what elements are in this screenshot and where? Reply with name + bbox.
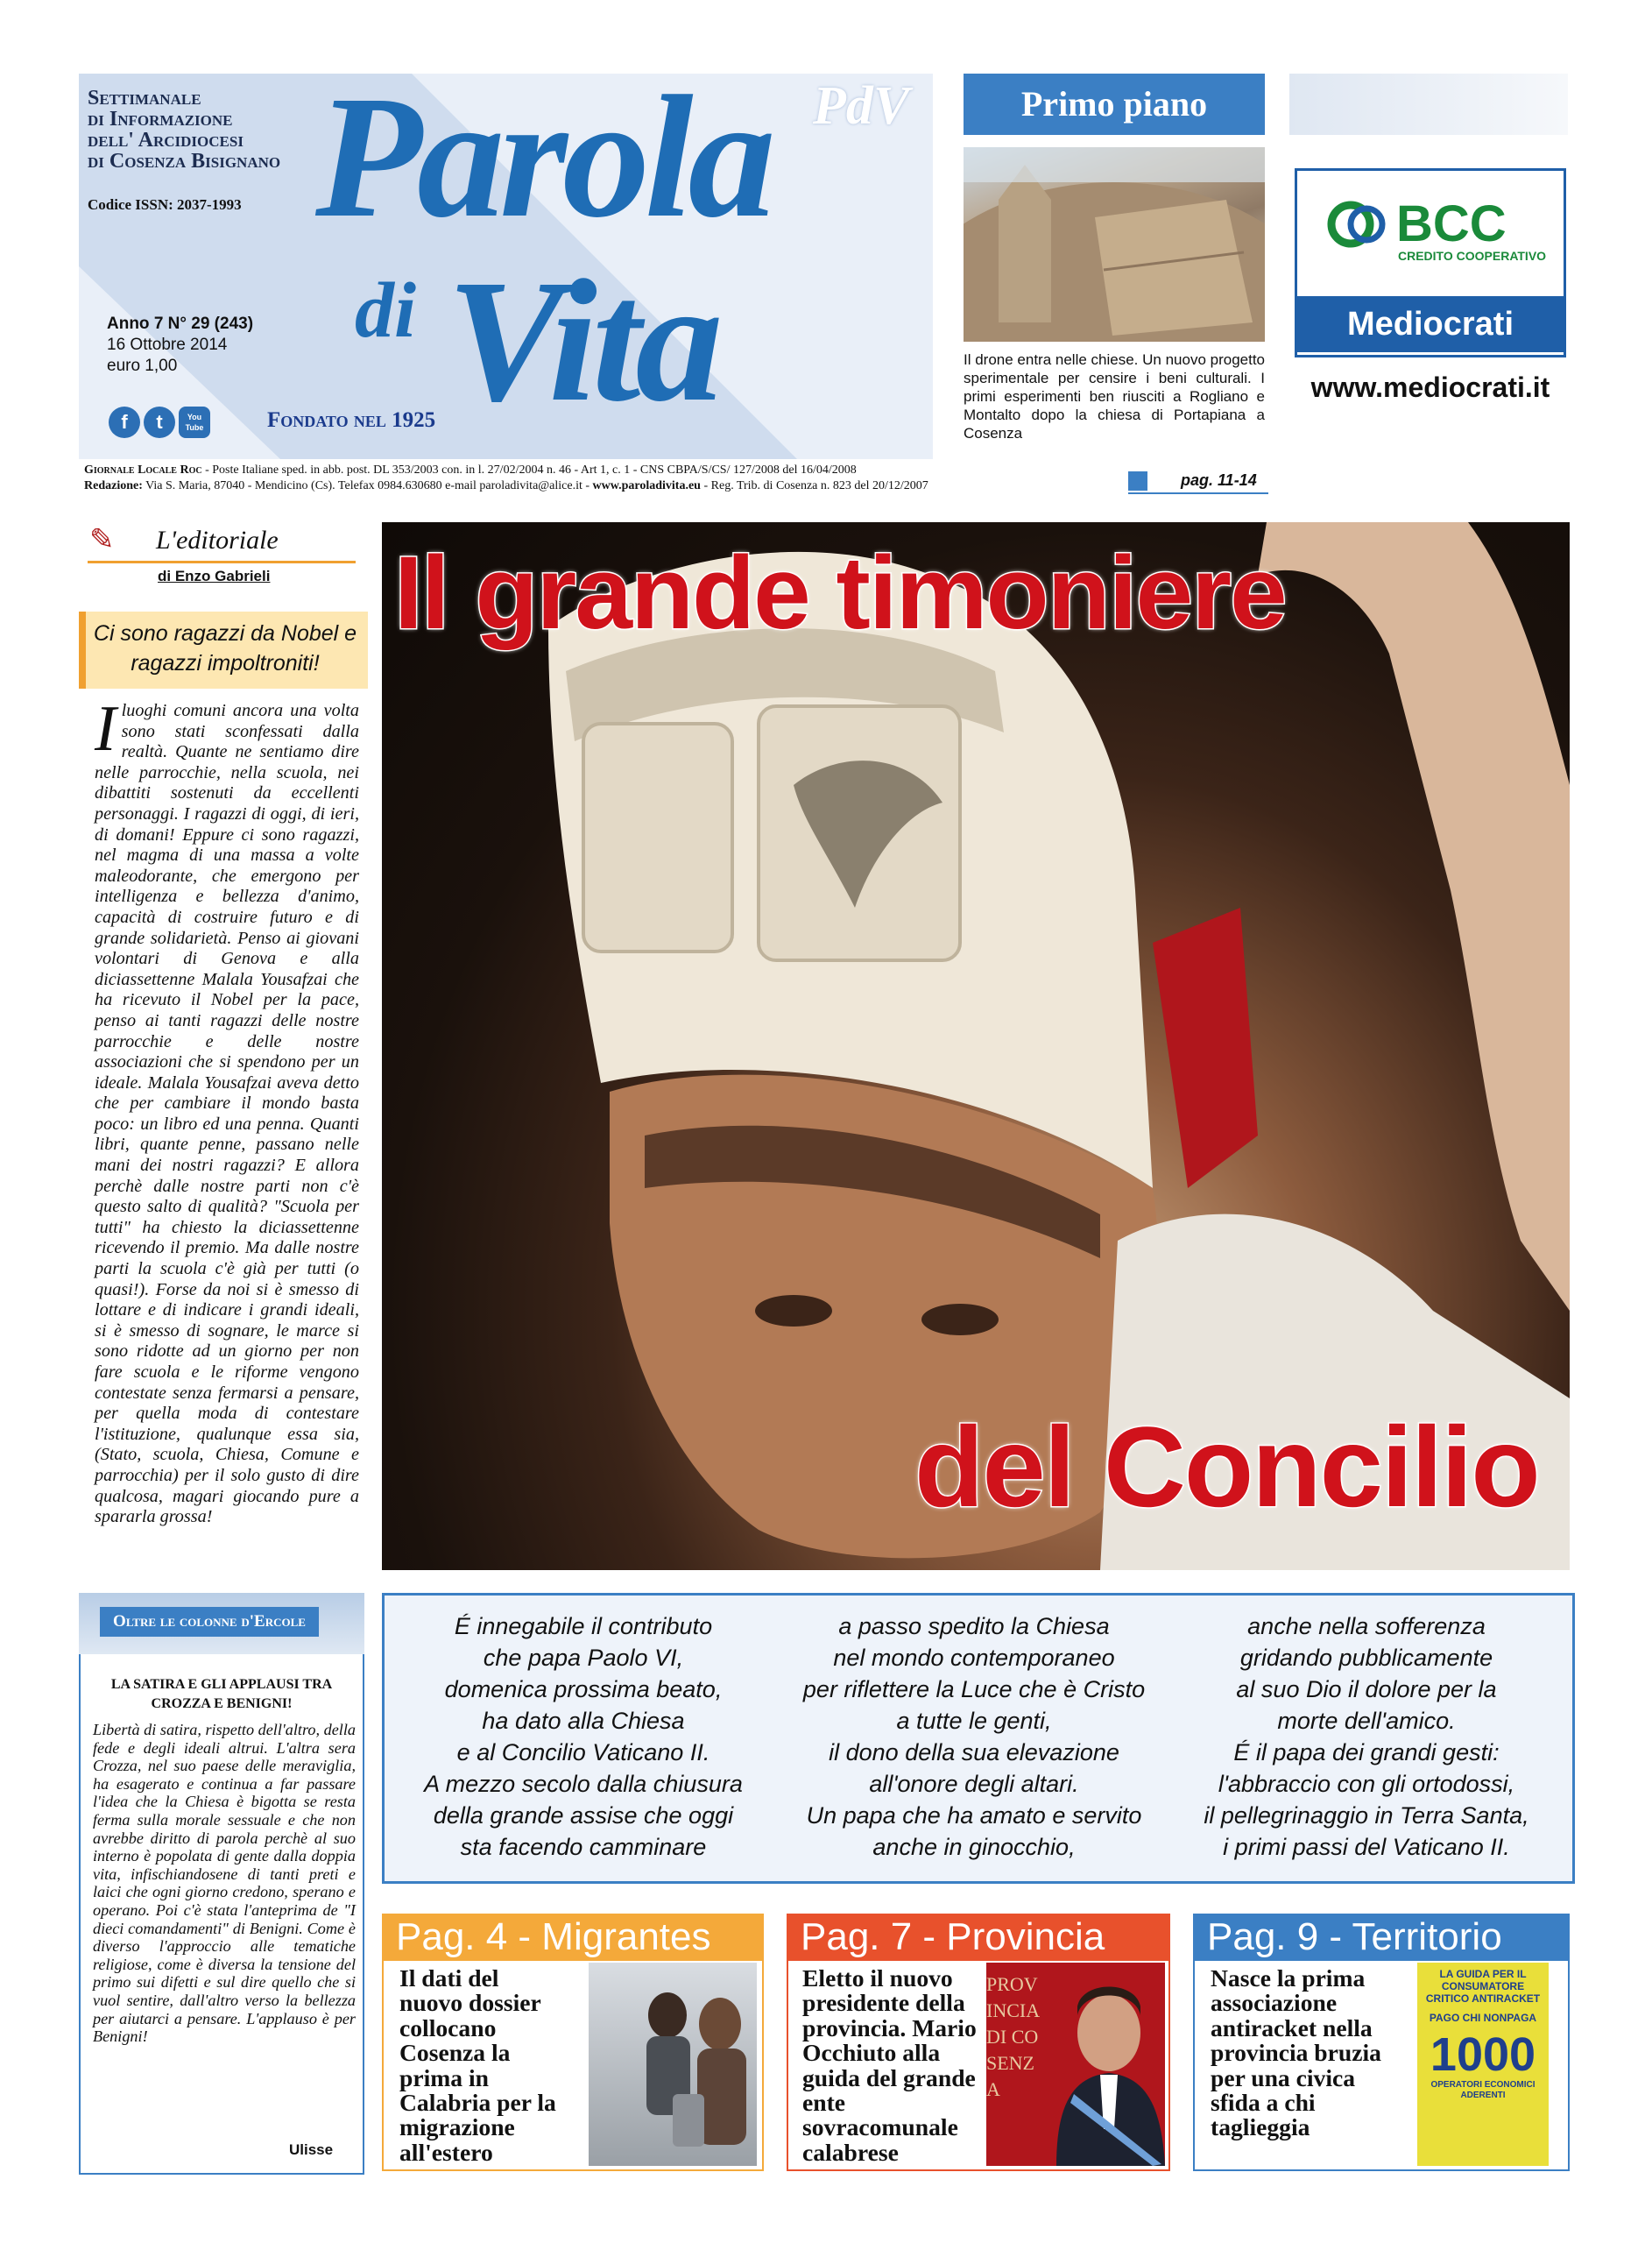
- legal-lead: Giornale Locale Roc: [84, 463, 202, 477]
- issue-date: 16 Ottobre 2014: [107, 336, 228, 354]
- facebook-icon[interactable]: f: [109, 407, 140, 438]
- migrantes-heading[interactable]: Pag. 4 - Migrantes: [382, 1914, 764, 1961]
- editoriale-quote: Ci sono ragazzi da Nobel e ragazzi impoltroniti!: [93, 621, 357, 676]
- oltre-body: Libertà di satira, rispetto dell'altro, della fede e degli ideali altrui. L'altra sera Crozza, nel suo paese delle meraviglia, ha esagerato e continua a far passare l'idea che la Chiesa è bigotta se resta ferma sulla morale sessuale e che non avrebbe diritto di parola perchè al suo interno è popolata di gente dalla doppia vita, infischiandosene di tanti preti e laici che ogni giorno credono, sperano e operano. Poi c'è stata l'anteprima de "I dieci comandamenti" di Benigni. Come è diverso l'approccio alle tematiche religiose, come è diversa la tensione del primo sui difetti e sul dire quello che si vuol sentire, dall'altro verso la bellezza per aiutarci a pensare. L'applauso è per Benigni!: [93, 1721, 356, 2046]
- editoriale-text: luoghi comuni ancora una volta sono stati sconfessati dalla realtà. Quante ne sentiamo dire nelle parrocchie, nella scuola, nei dibattiti sostenuti da eccellenti personaggi. I ragazzi di oggi, di ieri, di domani! Eppure ci sono ragazzi, nel magma di una massa a volte maleodorante, che emergono per intelligenza e bellezza d'animo, capacità di costruire futuro e di grande solidarietà. Penso ai giovani volontari di Genova e alla diciassettenne Malala Yousafzai che ha ricevuto il Nobel per la pace, penso ai tanti ragazzi delle nostre parrocchie e delle nostre associazioni che si spendono per un ideale. Malala Yousafzai aveva detto che per cambiare il mondo basta poco: un libro ed una penna. Quanti libri, quante penne, passano nelle mani dei nostri ragazzi? E allora perchè dalle nostre parti non c'è questo salto di qualità? "Scuola per tutti" ha chiesto la diciassettenne ricevendo il premio. Ma dalle nostre parti la scuola c'è già per tutti (o quasi!). Forse da noi si è smesso di lottare e di indicare i grandi ideali, si è smesso di sognare, le marce si sono ridotte ad un giorno per non fare scuola e le riforme vengono contestate senza fermarsi a pensare, per quella moda di contestare l'istituzione, qualunque essa sia, (Stato, scuola, Chiesa, Comune e parrocchia) per il solo gusto di dire qualcosa, magari giocando pure a spararla grossa!: [95, 701, 359, 1527]
- legal-line-1: - Poste Italiane sped. in abb. post. DL 353/2003 con. in l. 27/02/2004 n. 46 - Art 1, c. 1 - CNS CBPA/S/CS/ 127/2008 del 16/04/2008: [201, 463, 857, 477]
- bcc-logo-icon: [1324, 198, 1394, 251]
- logo-vita: Vita: [447, 244, 718, 438]
- issue-info: [107, 314, 253, 377]
- pen-icon: ✎: [89, 524, 115, 556]
- summary-col-2: a passo spedito la Chiesa nel mondo contemporaneo per riflettere la Luce che è Cristo a tutte le genti, il dono della sua elevazione all'onore degli altari. Un papa che ha amato e servito anche in ginocchio,: [802, 1613, 1146, 1860]
- summary-col-1: É innegabile il contributo che papa Paolo VI, domenica prossima beato, ha dato alla Chiesa e al Concilio Vaticano II. A mezzo secolo dalla chiusura della grande assise che oggi sta facendo camminare: [424, 1613, 743, 1860]
- oltre-signature: Ulisse: [289, 2141, 334, 2158]
- primo-piano-caption: Il drone entra nelle chiese. Un nuovo progetto sperimentale per censire i beni culturali. I primi esperimenti ben riusciti a Rogliano e Montalto dopo la chiesa di Portapiana a Cosenza: [964, 351, 1266, 442]
- summary-col-3: anche nella sofferenza gridando pubblicamente al suo Dio il dolore per la morte dell'amico. É il papa dei grandi gesti: l'abbraccio con gli ortodossi, il pellegrinaggio in Terra Santa, i primi passi del Vaticano II.: [1204, 1613, 1529, 1860]
- aerial-church-image: [964, 147, 1265, 342]
- migrants-illustration: [589, 1963, 757, 2166]
- issue-number: Anno 7 N° 29 (243): [107, 315, 254, 333]
- guide-slogan: PAGO CHI NONPAGA: [1429, 2012, 1537, 2024]
- ad-strip: [1289, 74, 1568, 135]
- editoriale-body: [95, 693, 359, 1528]
- ad-url[interactable]: www.mediocrati.it: [1310, 371, 1550, 403]
- migrantes-text: Il dati del nuovo dossier collocano Cosenza la prima in Calabria per la migrazione all'estero: [399, 1964, 556, 2166]
- guide-subtitle: OPERATORI ECONOMICI ADERENTI: [1430, 2080, 1536, 2100]
- bcc-brand: BCC: [1396, 195, 1507, 252]
- main-headline-bottom: del Concilio: [914, 1403, 1539, 1531]
- bcc-bank-name: Mediocrati: [1297, 296, 1564, 352]
- drone-church-photo: [964, 147, 1265, 342]
- occhiuto-illustration: [986, 1963, 1165, 2166]
- provincia-heading[interactable]: Pag. 7 - Provincia: [787, 1914, 1170, 1961]
- issn-code: Codice ISSN: 2037-1993: [88, 196, 242, 213]
- provincia-text: Eletto il nuovo presidente della provincia. Mario Occhiuto alla guida del grande ente sovracomunale calabrese: [802, 1964, 977, 2166]
- issue-price: euro 1,00: [107, 357, 178, 375]
- editoriale-label: L'editoriale: [156, 526, 279, 555]
- oltre-title: LA SATIRA E GLI APPLAUSI TRA CROZZA E BENIGNI!: [110, 1677, 333, 1711]
- provincia-banner-text: PROVINCIA DI COSENZA: [986, 1973, 1039, 2100]
- legal-line-2: Via S. Maria, 87040 - Mendicino (Cs). Telefax 0984.630680 e-mail paroladivita@alice.it -: [142, 479, 593, 492]
- legal-line-2-end: - Reg. Trib. di Cosenza n. 823 del 20/12/2007: [700, 479, 928, 492]
- guide-number: 1000: [1430, 2028, 1536, 2081]
- editoriale-author: di Enzo Gabrieli: [158, 568, 271, 584]
- youtube-icon[interactable]: You Tube: [179, 407, 210, 438]
- page-ref-marker: [1128, 471, 1147, 491]
- redazione-label: Redazione:: [84, 479, 143, 492]
- primo-piano-page-ref[interactable]: pag. 11-14: [1181, 471, 1257, 489]
- legal-info: [84, 463, 942, 494]
- logo-parola: Parola: [315, 60, 771, 254]
- bcc-subtitle: CREDITO COOPERATIVO: [1398, 249, 1547, 263]
- territorio-heading[interactable]: Pag. 9 - Territorio: [1193, 1914, 1570, 1961]
- antiracket-guide-cover: [1417, 1963, 1549, 2166]
- occhiuto-photo: [986, 1963, 1165, 2166]
- primo-piano-heading: Primo piano: [964, 74, 1265, 135]
- territorio-text: Nasce la prima associazione antiracket nella provincia bruzia per una civica sfida a chi taglieggia: [1211, 1964, 1381, 2141]
- editoriale-rule: [88, 561, 356, 563]
- drop-cap: I: [95, 693, 116, 765]
- main-headline-top: Il grande timoniere: [394, 535, 1286, 651]
- publication-description: Settimanale di Informazione dell' Arcidiocesi di Cosenza Bisignano: [88, 87, 281, 173]
- logo-di: di: [355, 267, 417, 354]
- twitter-icon[interactable]: t: [144, 407, 175, 438]
- website-link[interactable]: www.paroladivita.eu: [592, 479, 701, 492]
- guide-title: LA GUIDA PER IL CONSUMATORE CRITICO ANTIRACKET: [1425, 1968, 1541, 2005]
- founded-year: Fondato nel 1925: [267, 408, 436, 432]
- logo-monogram: PdV: [813, 76, 910, 136]
- oltre-label: Oltre le colonne d'Ercole: [100, 1607, 319, 1637]
- migrants-photo: [589, 1963, 757, 2166]
